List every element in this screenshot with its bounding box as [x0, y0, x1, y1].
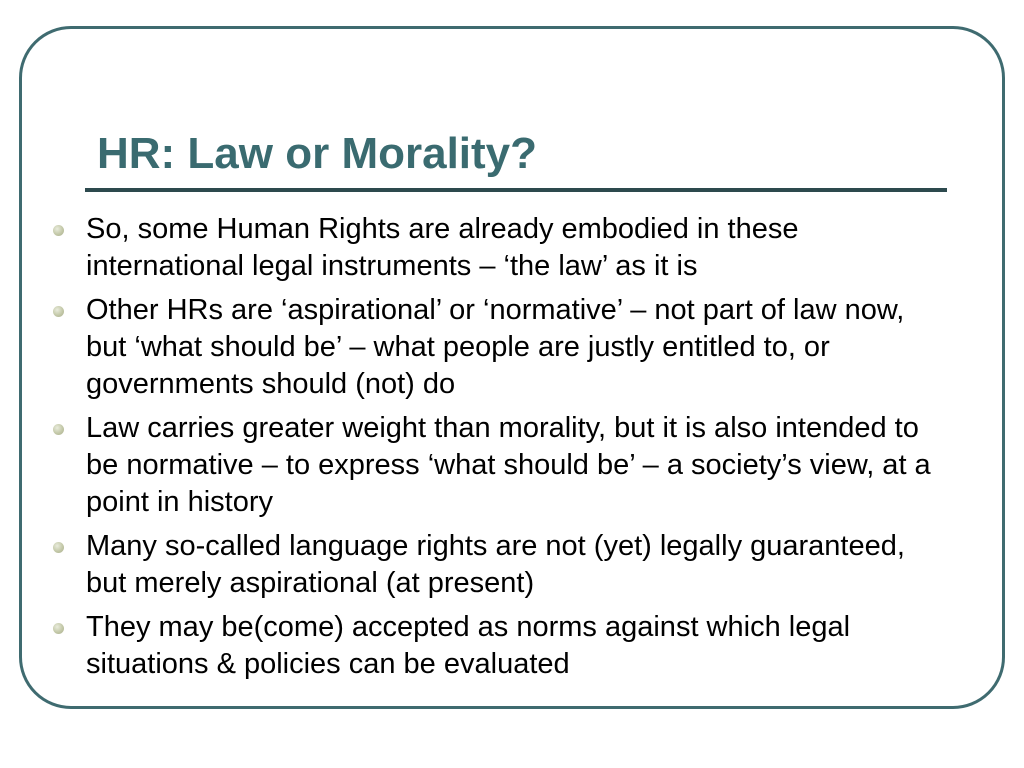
bullet-text: Many so-called language rights are not (yet) legally guaranteed, but merely aspirational (at present) [86, 530, 905, 599]
title-underline [85, 188, 947, 192]
bullet-item [48, 292, 938, 403]
bullet-text: Law carries greater weight than morality, but it is also intended to be normative – to express ‘what should be’ – a society’s view, at a point in history [86, 412, 931, 518]
bullet-text: Other HRs are ‘aspirational’ or ‘normative’ – not part of law now, but ‘what should be’ – what people are justly entitled to, or governments should (not) do [86, 294, 905, 400]
bullet-dot-icon [53, 424, 64, 435]
bullet-text: So, some Human Rights are already embodied in these international legal instruments – ‘the law’ as it is [86, 213, 799, 282]
bullet-dot-icon [53, 542, 64, 553]
bullet-item [48, 528, 938, 602]
bullet-item [48, 410, 938, 521]
bullet-text: They may be(come) accepted as norms against which legal situations & policies can be evaluated [86, 611, 851, 680]
bullet-dot-icon [53, 306, 64, 317]
bullet-item [48, 211, 938, 285]
bullet-item [48, 609, 938, 683]
slide-title: HR: Law or Morality? [97, 129, 538, 178]
bullet-dot-icon [53, 225, 64, 236]
bullet-list [48, 211, 938, 690]
bullet-dot-icon [53, 623, 64, 634]
